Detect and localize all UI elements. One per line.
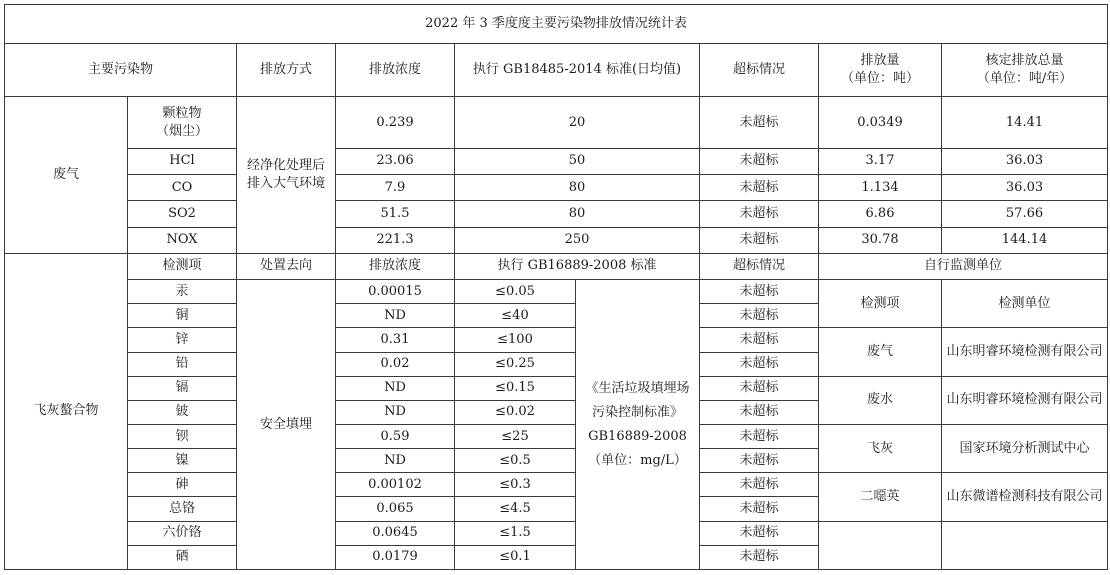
ash-concentration: 0.00102: [336, 473, 455, 497]
ash-header-concentration: 排放浓度: [336, 253, 455, 279]
ash-item: 铜: [128, 304, 237, 328]
ash-limit: ≤0.3: [455, 473, 576, 497]
ash-concentration: 0.02: [336, 352, 455, 376]
gas-exceed: 未超标: [700, 175, 819, 201]
ash-concentration: 0.0645: [336, 521, 455, 545]
ash-item: 钡: [128, 424, 237, 448]
gas-item: SO2: [128, 201, 237, 227]
ash-item: 铅: [128, 352, 237, 376]
ash-concentration: 0.00015: [336, 280, 455, 304]
ash-limit: ≤25: [455, 424, 576, 448]
ash-item: 铍: [128, 400, 237, 424]
ash-item: 汞: [128, 280, 237, 304]
ash-item: 总铬: [128, 497, 237, 521]
monitor-item: 废水: [819, 376, 942, 424]
gas-amount: 3.17: [819, 148, 942, 174]
ash-limit: ≤0.5: [455, 449, 576, 473]
table-row: [5, 280, 1108, 304]
ash-header-exceed: 超标情况: [700, 253, 819, 279]
table-row: [5, 521, 1108, 545]
monitor-col-item: 检测项: [819, 280, 942, 328]
table-row: [5, 175, 1108, 201]
table-row: [5, 227, 1108, 253]
gas-exceed: 未超标: [700, 148, 819, 174]
ash-exceed: 未超标: [700, 497, 819, 521]
header-concentration: 排放浓度: [336, 43, 455, 97]
ash-header-standard: 执行 GB16889-2008 标准: [455, 253, 700, 279]
header-row: [5, 43, 1108, 97]
table-row: [5, 376, 1108, 400]
header-amount: 排放量 （单位：吨）: [819, 43, 942, 97]
ash-exceed: 未超标: [700, 280, 819, 304]
ash-exceed: 未超标: [700, 521, 819, 545]
ash-concentration: 0.31: [336, 328, 455, 352]
ash-header-row: [5, 253, 1108, 279]
gas-method-text: 经净化处理后排入大气环境: [246, 158, 325, 192]
monitor-item: 二噁英: [819, 473, 942, 521]
ash-limit: ≤0.15: [455, 376, 576, 400]
ash-exceed: 未超标: [700, 424, 819, 448]
table-row: [5, 424, 1108, 448]
monitor-empty-cell: [942, 521, 1108, 570]
gas-item: 颗粒物 （烟尘）: [128, 97, 237, 148]
gas-concentration: 7.9: [336, 175, 455, 201]
monitor-item: 飞灰: [819, 424, 942, 472]
monitor-unit: 山东明睿环境检测有限公司: [942, 328, 1108, 376]
gas-amount: 1.134: [819, 175, 942, 201]
gas-total: 57.66: [942, 201, 1108, 227]
ash-concentration: ND: [336, 400, 455, 424]
ash-exceed: 未超标: [700, 400, 819, 424]
header-method: 排放方式: [237, 43, 336, 97]
table-body: [5, 5, 1108, 570]
ash-concentration: 0.0179: [336, 545, 455, 569]
ash-concentration: ND: [336, 376, 455, 400]
gas-exceed: 未超标: [700, 201, 819, 227]
ash-exceed: 未超标: [700, 352, 819, 376]
ash-concentration: ND: [336, 304, 455, 328]
ash-limit: ≤4.5: [455, 497, 576, 521]
gas-item: NOX: [128, 227, 237, 253]
gas-concentration: 0.239: [336, 97, 455, 148]
table-row: [5, 328, 1108, 352]
monitor-item: 废气: [819, 328, 942, 376]
ash-exceed: 未超标: [700, 376, 819, 400]
ash-limit: ≤0.05: [455, 280, 576, 304]
gas-standard: 80: [455, 175, 700, 201]
ash-concentration: 0.065: [336, 497, 455, 521]
gas-item: CO: [128, 175, 237, 201]
ash-category: 飞灰螯合物: [5, 253, 128, 569]
monitor-unit: 山东明睿环境检测有限公司: [942, 376, 1108, 424]
gas-concentration: 51.5: [336, 201, 455, 227]
gas-standard: 50: [455, 148, 700, 174]
gas-item: HCl: [128, 148, 237, 174]
ash-item: 镍: [128, 449, 237, 473]
gas-total: 144.14: [942, 227, 1108, 253]
gas-total: 36.03: [942, 148, 1108, 174]
gas-concentration: 23.06: [336, 148, 455, 174]
ash-limit: ≤1.5: [455, 521, 576, 545]
ash-disposal: 安全填埋: [237, 280, 336, 570]
gas-total: 14.41: [942, 97, 1108, 148]
gas-method: [237, 97, 336, 253]
table-row: [5, 473, 1108, 497]
monitor-unit: 国家环境分析测试中心: [942, 424, 1108, 472]
gas-total: 36.03: [942, 175, 1108, 201]
ash-exceed: 未超标: [700, 473, 819, 497]
ash-limit: ≤40: [455, 304, 576, 328]
ash-exceed: 未超标: [700, 545, 819, 569]
header-pollutant: 主要污染物: [5, 43, 237, 97]
gas-standard: 80: [455, 201, 700, 227]
ash-limit: ≤0.25: [455, 352, 576, 376]
ash-exceed: 未超标: [700, 328, 819, 352]
gas-amount: 30.78: [819, 227, 942, 253]
ash-limit: ≤0.02: [455, 400, 576, 424]
ash-standard-note: 《生活垃圾填埋场污染控制标准》GB16889-2008 （单位：mg/L）: [576, 280, 700, 570]
ash-header-item: 检测项: [128, 253, 237, 279]
gas-exceed: 未超标: [700, 227, 819, 253]
monitor-unit: 山东微谱检测科技有限公司: [942, 473, 1108, 521]
ash-exceed: 未超标: [700, 304, 819, 328]
gas-exceed: 未超标: [700, 97, 819, 148]
gas-standard: 250: [455, 227, 700, 253]
ash-header-monitor: 自行监测单位: [819, 253, 1108, 279]
table-row: [5, 201, 1108, 227]
ash-item: 砷: [128, 473, 237, 497]
emission-statistics-table: [4, 4, 1108, 570]
ash-item: 镉: [128, 376, 237, 400]
gas-amount: 0.0349: [819, 97, 942, 148]
table-row: [5, 148, 1108, 174]
monitor-col-unit: 检测单位: [942, 280, 1108, 328]
gas-standard: 20: [455, 97, 700, 148]
ash-limit: ≤0.1: [455, 545, 576, 569]
ash-item: 硒: [128, 545, 237, 569]
monitor-empty-cell: [819, 521, 942, 570]
ash-item: 锌: [128, 328, 237, 352]
header-exceed: 超标情况: [700, 43, 819, 97]
gas-category: 废气: [5, 97, 128, 253]
ash-concentration: ND: [336, 449, 455, 473]
gas-concentration: 221.3: [336, 227, 455, 253]
table-title: 2022 年 3 季度度主要污染物排放情况统计表: [5, 5, 1108, 44]
ash-limit: ≤100: [455, 328, 576, 352]
table-row: [5, 97, 1108, 148]
header-total: 核定排放总量 （单位：吨/年）: [942, 43, 1108, 97]
header-standard: 执行 GB18485-2014 标准(日均值): [455, 43, 700, 97]
ash-header-disposal: 处置去向: [237, 253, 336, 279]
ash-concentration: 0.59: [336, 424, 455, 448]
ash-exceed: 未超标: [700, 449, 819, 473]
gas-amount: 6.86: [819, 201, 942, 227]
ash-item: 六价铬: [128, 521, 237, 545]
